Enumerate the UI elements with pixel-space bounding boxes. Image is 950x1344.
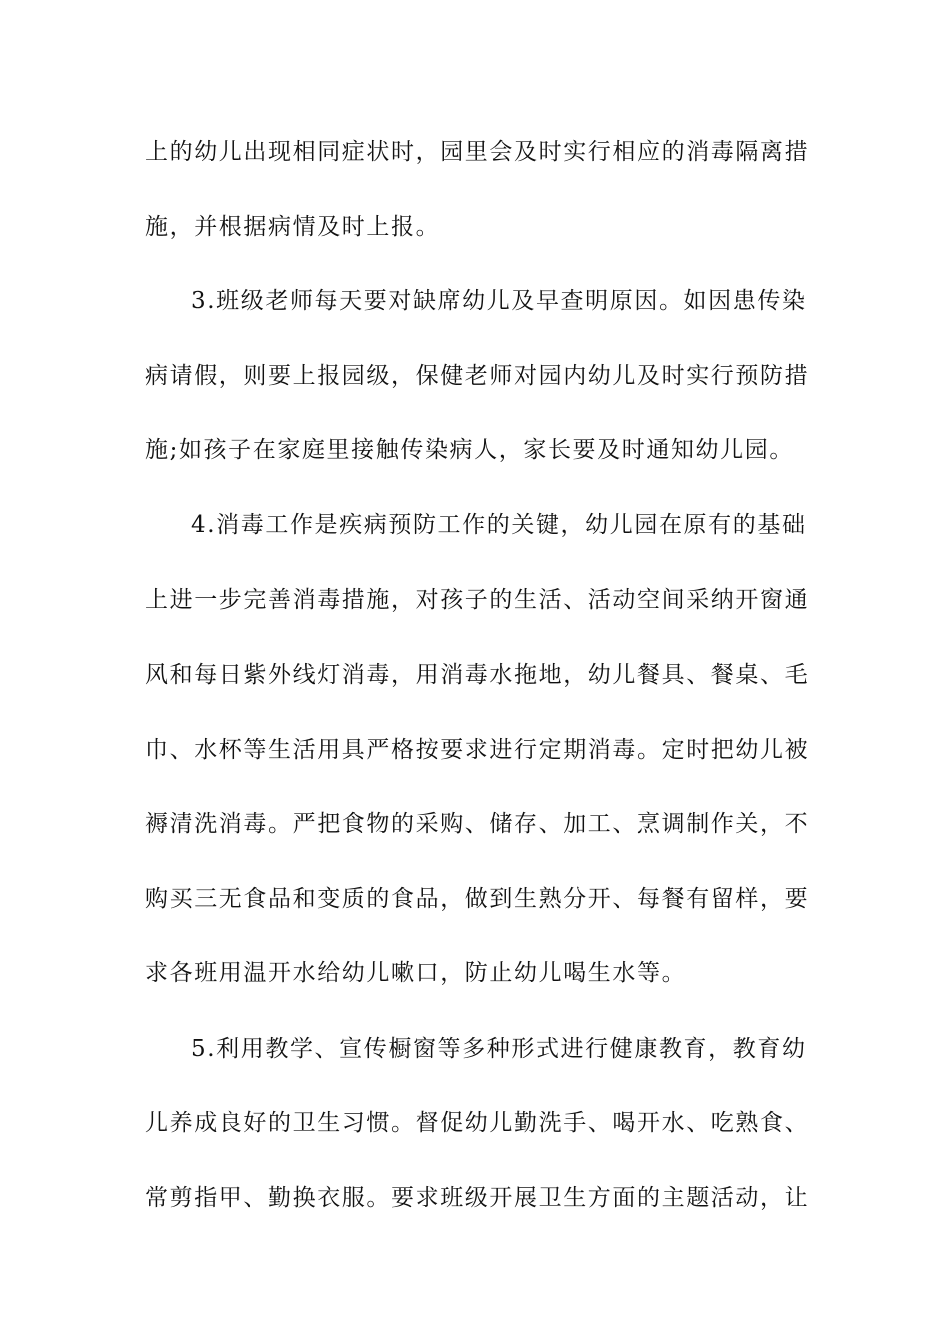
text-line: 施;如孩子在家庭里接触传染病人，家长要及时通知幼儿园。 [145,437,794,463]
text-line: 购买三无食品和变质的食品，做到生熟分开、每餐有留样，要 [145,886,810,912]
text-line: 儿养成良好的卫生习惯。督促幼儿勤洗手、喝开水、吃熟食、 [145,1110,810,1136]
text-line: 风和每日紫外线灯消毒，用消毒水拖地，幼儿餐具、餐桌、毛 [145,662,810,688]
text-line: 施，并根据病情及时上报。 [145,214,441,240]
paragraph-4-start: 4.消毒工作是疾病预防工作的关键，幼儿园在原有的基础 [191,512,807,538]
text-line: 病请假，则要上报园级，保健老师对园内幼儿及时实行预防措 [145,363,810,389]
text-line: 求各班用温开水给幼儿嗽口，防止幼儿喝生水等。 [145,960,687,986]
text-line: 上进一步完善消毒措施，对孩子的生活、活动空间采纳开窗通 [145,587,810,613]
paragraph-5-start: 5.利用教学、宣传橱窗等多种形式进行健康教育，教育幼 [191,1036,807,1062]
text-line: 常剪指甲、勤换衣服。要求班级开展卫生方面的主题活动，让 [145,1185,810,1211]
text-line: 褥清洗消毒。严把食物的采购、储存、加工、烹调制作关，不 [145,811,810,837]
text-line: 上的幼儿出现相同症状时，园里会及时实行相应的消毒隔离措 [145,139,810,165]
text-line: 巾、水杯等生活用具严格按要求进行定期消毒。定时把幼儿被 [145,737,810,763]
paragraph-3-start: 3.班级老师每天要对缺席幼儿及早查明原因。如因患传染 [191,288,807,314]
